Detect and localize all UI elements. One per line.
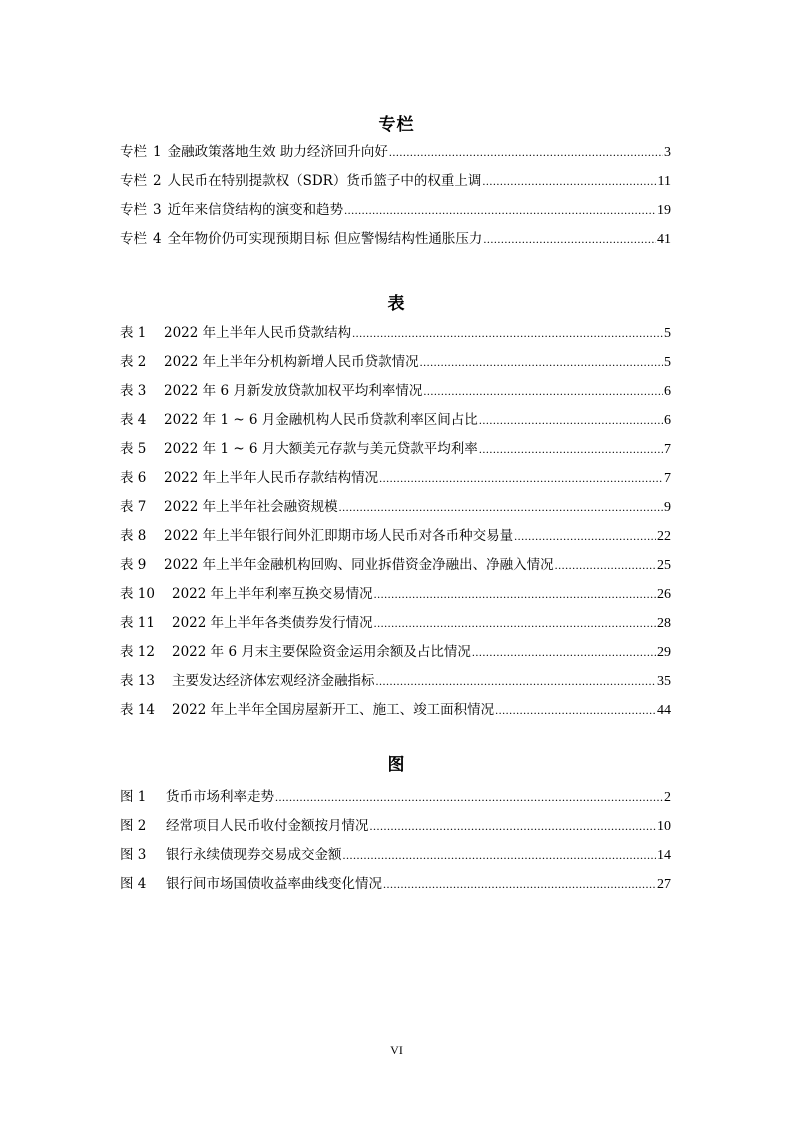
- toc-leader: [482, 170, 656, 192]
- toc-entry-title: 2022 年上半年金融机构回购、同业拆借资金净融出、净融入情况: [164, 557, 554, 573]
- toc-entry-title: 人民币在特别提款权（SDR）货币篮子中的权重上调: [167, 173, 482, 189]
- toc-entry-page: 7: [664, 442, 671, 457]
- toc-entry[interactable]: [120, 815, 671, 837]
- toc-entry[interactable]: [120, 467, 671, 489]
- toc-entry[interactable]: [120, 409, 671, 431]
- toc-entry-page: 2: [664, 790, 671, 805]
- toc-entry-label: 表 6: [120, 470, 147, 486]
- toc-entry[interactable]: [120, 873, 671, 895]
- toc-entry-page: 19: [657, 203, 671, 218]
- toc-entry-title: 2022 年上半年各类债券发行情况: [172, 615, 373, 631]
- toc-leader: [479, 438, 663, 460]
- toc-entry-title: 经常项目人民币收付金额按月情况: [166, 818, 369, 834]
- toc-entry-page: 41: [657, 232, 671, 247]
- toc-entry[interactable]: [120, 380, 671, 402]
- toc-entry-label: 表 2: [120, 354, 147, 370]
- toc-entry-page: 6: [664, 384, 671, 399]
- toc-leader: [352, 322, 663, 344]
- toc-entry-title: 全年物价仍可实现预期目标 但应警惕结构性通胀压力: [167, 231, 483, 247]
- toc-entry-title: 2022 年上半年银行间外汇即期市场人民币对各币种交易量: [164, 528, 514, 544]
- toc-entry-label: 表 5: [120, 441, 147, 457]
- toc-entry-page: 28: [657, 616, 671, 631]
- toc-entry[interactable]: [120, 351, 671, 373]
- toc-entry-page: 26: [657, 587, 671, 602]
- toc-entry-number: 1: [153, 144, 162, 160]
- section-heading-zhuanlan: 专栏: [378, 115, 415, 135]
- toc-leader: [374, 583, 656, 605]
- toc-leader: [389, 141, 663, 163]
- toc-leader: [495, 699, 656, 721]
- toc-entry-title: 2022 年 6 月新发放贷款加权平均利率情况: [164, 383, 423, 399]
- toc-entry-page: 25: [657, 558, 671, 573]
- toc-entry-label: 图 4: [120, 876, 147, 892]
- toc-entry-title: 2022 年上半年分机构新增人民币贷款情况: [164, 354, 419, 370]
- toc-entry-page: 14: [657, 848, 671, 863]
- toc-entry-label: 表 13: [120, 673, 155, 689]
- toc-entry-title: 2022 年 6 月末主要保险资金运用余额及占比情况: [172, 644, 471, 660]
- toc-entry[interactable]: [120, 670, 671, 692]
- toc-entry-title: 2022 年 1 ~ 6 月大额美元存款与美元贷款平均利率: [164, 441, 478, 457]
- toc-entry-label: 表 8: [120, 528, 147, 544]
- toc-entry-title: 银行间市场国债收益率曲线变化情况: [166, 876, 382, 892]
- toc-entry-label: 图 2: [120, 818, 147, 834]
- toc-entry-title: 2022 年上半年社会融资规模: [164, 499, 338, 515]
- toc-entry-page: 11: [657, 174, 671, 189]
- toc-entry-title: 货币市场利率走势: [166, 789, 274, 805]
- toc-entry[interactable]: [120, 641, 671, 663]
- toc-entry[interactable]: [120, 699, 671, 721]
- toc-entry-page: 9: [664, 500, 671, 515]
- toc-entry[interactable]: [120, 170, 671, 192]
- toc-entry[interactable]: [120, 583, 671, 605]
- toc-leader: [479, 409, 663, 431]
- toc-entry-label: 图 1: [120, 789, 147, 805]
- toc-entry[interactable]: [120, 844, 671, 866]
- toc-entry-page: 35: [657, 674, 671, 689]
- toc-entry-label: 表 14: [120, 702, 155, 718]
- toc-entry-number: 3: [153, 202, 162, 218]
- toc-entry-label: 专栏: [120, 202, 147, 218]
- section-heading-tu: 图: [387, 755, 406, 775]
- toc-entry-title: 2022 年 1 ~ 6 月金融机构人民币贷款利率区间占比: [164, 412, 478, 428]
- toc-entry-label: 表 12: [120, 644, 155, 660]
- section-heading-biao: 表: [387, 294, 406, 314]
- toc-entry[interactable]: [120, 322, 671, 344]
- toc-entry-page: 10: [657, 819, 671, 834]
- toc-entry-page: 44: [657, 703, 671, 718]
- toc-entry-label: 表 4: [120, 412, 147, 428]
- toc-leader: [420, 351, 663, 373]
- toc-leader: [514, 525, 656, 547]
- toc-entry-page: 29: [657, 645, 671, 660]
- toc-leader: [339, 496, 663, 518]
- toc-leader: [483, 228, 656, 250]
- toc-entry-title: 2022 年上半年人民币存款结构情况: [164, 470, 379, 486]
- toc-entry-label: 图 3: [120, 847, 147, 863]
- toc-entry[interactable]: [120, 525, 671, 547]
- toc-entry-label: 专栏: [120, 231, 147, 247]
- toc-entry[interactable]: [120, 612, 671, 634]
- toc-entry-title: 近年来信贷结构的演变和趋势: [167, 202, 344, 218]
- toc-entry[interactable]: [120, 496, 671, 518]
- toc-entry-page: 6: [664, 413, 671, 428]
- toc-entry-page: 5: [664, 326, 671, 341]
- toc-entry-label: 专栏: [120, 173, 147, 189]
- toc-entry-page: 7: [664, 471, 671, 486]
- toc-entry[interactable]: [120, 199, 671, 221]
- toc-leader: [379, 467, 663, 489]
- toc-leader: [376, 670, 657, 692]
- toc-entry-label: 表 10: [120, 586, 155, 602]
- toc-entry-label: 表 3: [120, 383, 147, 399]
- toc-entry[interactable]: [120, 438, 671, 460]
- toc-leader: [555, 554, 656, 576]
- toc-entry-page: 5: [664, 355, 671, 370]
- toc-entry-label: 专栏: [120, 144, 147, 160]
- toc-entry-title: 2022 年上半年人民币贷款结构: [164, 325, 352, 341]
- toc-entry-number: 2: [153, 173, 162, 189]
- toc-leader: [383, 873, 656, 895]
- toc-entry-title: 银行永续债现券交易成交金额: [166, 847, 342, 863]
- toc-entry-number: 4: [153, 231, 162, 247]
- toc-entry-title: 主要发达经济体宏观经济金融指标: [172, 673, 375, 689]
- toc-leader: [343, 844, 657, 866]
- toc-leader: [275, 786, 663, 808]
- toc-leader: [423, 380, 663, 402]
- page-number: VI: [390, 1043, 403, 1057]
- toc-entry-label: 表 9: [120, 557, 147, 573]
- toc-entry[interactable]: [120, 786, 671, 808]
- toc-entry-title: 2022 年上半年利率互换交易情况: [172, 586, 373, 602]
- toc-entry[interactable]: [120, 554, 671, 576]
- toc-entry-page: 27: [657, 877, 671, 892]
- toc-entry[interactable]: [120, 141, 671, 163]
- toc-entry-label: 表 11: [120, 615, 155, 631]
- toc-entry-page: 3: [664, 145, 671, 160]
- toc-entry-label: 表 1: [120, 325, 147, 341]
- toc-leader: [344, 199, 656, 221]
- toc-entry[interactable]: [120, 228, 671, 250]
- toc-leader: [370, 815, 657, 837]
- toc-entry-title: 金融政策落地生效 助力经济回升向好: [167, 144, 388, 160]
- toc-entry-label: 表 7: [120, 499, 147, 515]
- toc-leader: [374, 612, 656, 634]
- toc-entry-page: 22: [657, 529, 671, 544]
- toc-entry-title: 2022 年上半年全国房屋新开工、施工、竣工面积情况: [172, 702, 495, 718]
- toc-leader: [472, 641, 656, 663]
